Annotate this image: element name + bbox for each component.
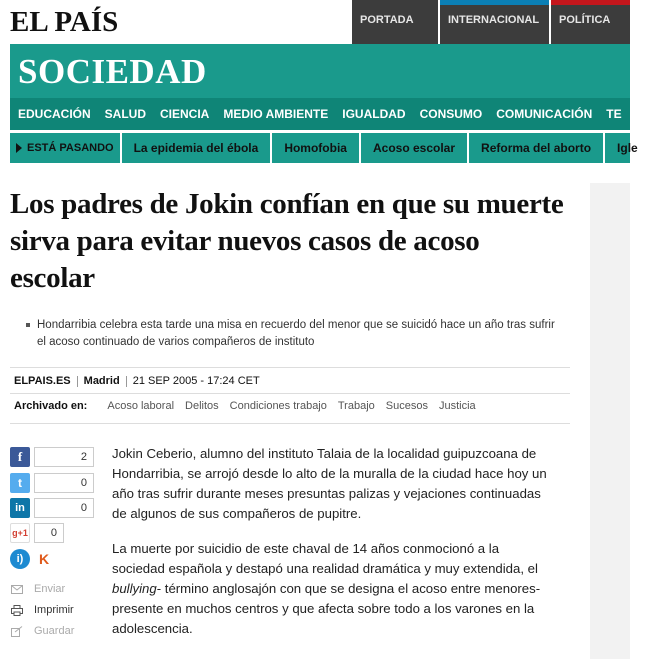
share-googleplus[interactable] — [10, 523, 64, 543]
subnav-medio-ambiente[interactable]: MEDIO AMBIENTE — [223, 107, 329, 121]
twitter-count: 0 — [34, 473, 94, 493]
send-action[interactable] — [10, 583, 65, 595]
top-nav — [352, 0, 630, 44]
top-nav-internacional[interactable]: INTERNACIONAL — [440, 0, 551, 44]
article-lede — [26, 317, 566, 351]
byline-source[interactable]: ELPAIS.ES — [14, 375, 71, 387]
share-extra — [10, 549, 54, 569]
right-sidebar — [590, 183, 630, 659]
linkedin-icon[interactable]: in — [10, 498, 30, 518]
twitter-icon[interactable]: t — [10, 473, 30, 493]
top-nav-politica[interactable]: POLÍTICA — [551, 0, 630, 44]
share-twitter[interactable] — [10, 473, 94, 493]
divider — [10, 367, 570, 368]
article-body — [112, 444, 552, 654]
subnav-igualdad[interactable]: IGUALDAD — [342, 107, 406, 121]
section-title[interactable]: SOCIEDAD — [18, 52, 207, 91]
printer-icon — [10, 604, 24, 616]
save-action[interactable] — [10, 625, 74, 637]
el-pais-logo[interactable]: EL PAÍS — [10, 6, 119, 38]
subnav-educacion[interactable]: EDUCACIÓN — [18, 107, 91, 121]
subnav-comunicacion[interactable]: COMUNICACIÓN — [496, 107, 593, 121]
paragraph-2-part-b: - término anglosajón con que se designa el acoso entre menores- presente en muchos centros y que afecta sobre todo a los varones en la adolescencia. — [112, 581, 541, 636]
facebook-icon[interactable]: f — [10, 447, 30, 467]
section-header — [10, 44, 630, 98]
top-bar — [0, 0, 630, 44]
send-label[interactable]: Enviar — [34, 583, 66, 595]
hot-item-ebola[interactable]: La epidemia del ébola — [120, 133, 271, 163]
subnav-consumo[interactable]: CONSUMO — [419, 107, 483, 121]
paragraph-1: Jokin Ceberio, alumno del instituto Talaia de la localidad guipuzcoana de Hondarribia, se arrojó desde lo alto de la muralla de la ciudad hace hoy un año tras sufrir durante meses presuntas palizas y vejaciones continuadas de algunos de sus compañeros de pupitre. — [112, 446, 547, 521]
byline — [14, 375, 260, 387]
hot-item-reforma-aborto[interactable]: Reforma del aborto — [467, 133, 603, 163]
byline-date: 21 SEP 2005 - 17:24 CET — [132, 375, 260, 387]
arrow-right-icon — [16, 143, 22, 153]
subnav-ciencia[interactable]: CIENCIA — [160, 107, 210, 121]
article-headline: Los padres de Jokin confían en que su muerte sirva para evitar nuevos casos de acoso escolar — [10, 188, 564, 294]
divider — [77, 376, 78, 387]
esta-pasando-text: ESTÁ PASANDO — [27, 142, 114, 154]
hot-item-homofobia[interactable]: Homofobia — [270, 133, 359, 163]
tag-sucesos[interactable]: Sucesos — [385, 400, 428, 412]
save-icon — [10, 625, 24, 637]
paragraph-2-part-a: La muerte por suicidio de este chaval de 14 años conmocionó a la sociedad española y destapó una realidad dramática y muy extendida, el — [112, 541, 538, 576]
share-k-icon[interactable]: K — [34, 549, 54, 569]
meneame-icon[interactable]: i) — [10, 549, 30, 569]
tag-acoso-laboral[interactable]: Acoso laboral — [107, 400, 175, 412]
linkedin-count: 0 — [34, 498, 94, 518]
hot-item-iglesia[interactable]: Igle — [603, 133, 650, 163]
bullet-icon — [26, 323, 30, 327]
share-facebook[interactable] — [10, 447, 94, 467]
paragraph-2-emphasis: bullying — [112, 581, 157, 596]
save-label[interactable]: Guardar — [34, 625, 75, 637]
share-linkedin[interactable] — [10, 498, 94, 518]
subnav-salud[interactable]: SALUD — [104, 107, 147, 121]
archived-label: Archivado en: — [14, 400, 88, 412]
tag-condiciones-trabajo[interactable]: Condiciones trabajo — [229, 400, 327, 412]
divider — [10, 393, 570, 394]
hot-item-acoso-escolar[interactable]: Acoso escolar — [359, 133, 467, 163]
lede-text: Hondarribia celebra esta tarde una misa en recuerdo del menor que se suicidó hace un año tras sufrir el acoso continuado de varios compañeros de instituto — [37, 319, 555, 348]
tag-justicia[interactable]: Justicia — [438, 400, 476, 412]
google-plus-icon[interactable]: g+1 — [10, 523, 30, 543]
subnav-te[interactable]: TE — [606, 107, 622, 121]
tag-delitos[interactable]: Delitos — [185, 400, 219, 412]
divider — [10, 423, 570, 424]
tag-trabajo[interactable]: Trabajo — [337, 400, 375, 412]
top-nav-portada[interactable]: PORTADA — [352, 0, 440, 44]
print-action[interactable] — [10, 604, 74, 616]
envelope-icon — [10, 583, 24, 595]
section-subnav — [10, 98, 630, 130]
esta-pasando-label — [10, 133, 120, 163]
divider — [126, 376, 127, 387]
print-label[interactable]: Imprimir — [34, 604, 74, 616]
byline-place: Madrid — [83, 375, 120, 387]
esta-pasando-bar — [10, 133, 638, 163]
facebook-count: 2 — [34, 447, 94, 467]
googleplus-count: 0 — [34, 523, 64, 543]
archived-tags — [14, 400, 487, 412]
paragraph-2 — [112, 539, 552, 639]
